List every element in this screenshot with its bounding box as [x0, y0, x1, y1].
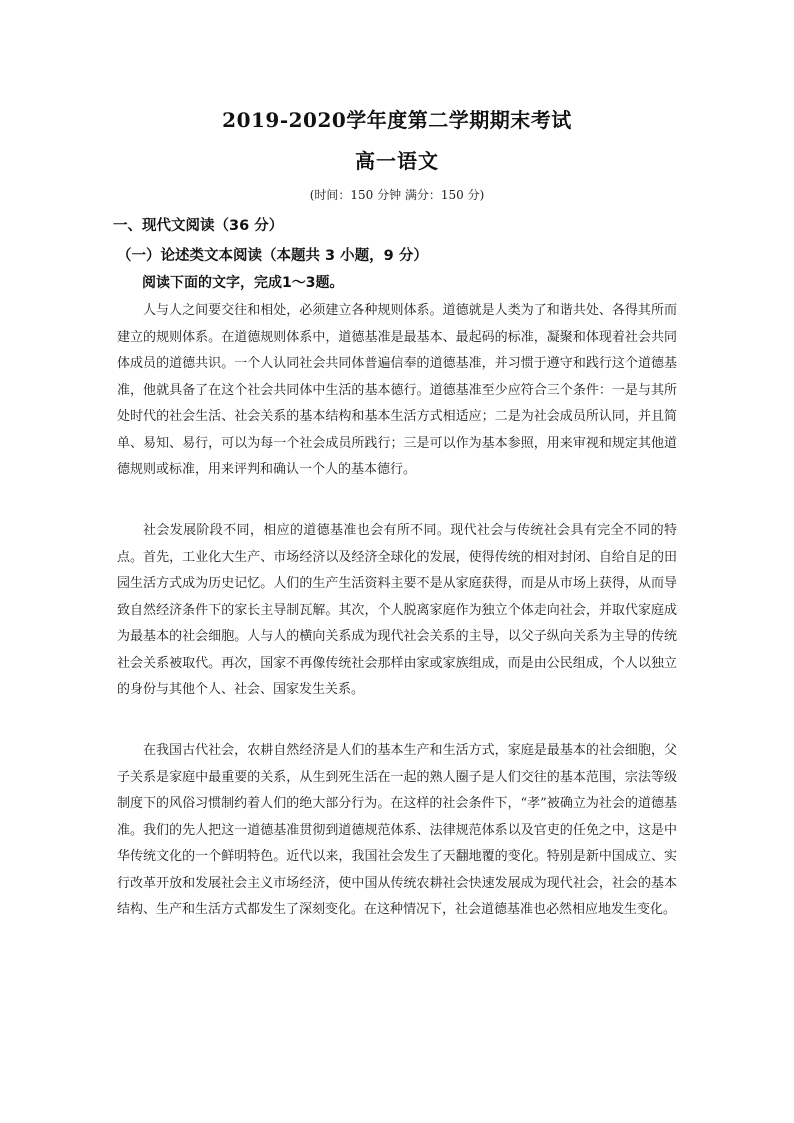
paragraph-2: 社会发展阶段不同，相应的道德基准也会有所不同。现代社会与传统社会具有完全不同的特点。首先，工业化大生产、市场经济以及经济全球化的发展，使得传统的相对封闭、自给自足的田园生活方式成为历史记忆。人们的生产生活资料主要不是从家庭获得，而是从市场上获得，从而导致自然经济条件下的家长主导制瓦解。其次，个人脱离家庭作为独立个体走向社会，并取代家庭成为最基本的社会细胞。人与人的横向关系成为现代社会关系的主导，以父子纵向关系为主导的传统社会关系被取代。再次，国家不再像传统社会那样由家或家族组成，而是由公民组成，个人以独立的身份与其他个人、社会、国家发生关系。 [117, 523, 677, 697]
paragraph-3: 在我国古代社会，农耕自然经济是人们的基本生产和生活方式，家庭是最基本的社会细胞，父子关系是家庭中最重要的关系，从生到死生活在一起的熟人圈子是人们交往的基本范围，宗法等级制度下的风俗习惯制约着人们的绝大部分行为。在这样的社会条件下，“孝”被确立为社会的道德基准。我们的先人把这一道德基准贯彻到道德规范体系、法律规范体系以及官吏的任免之中，这是中华传统文化的一个鲜明特色。近代以来，我国社会发生了天翻地覆的变化。特别是新中国成立、实行改革开放和发展社会主义市场经济，使中国从传统农耕社会快速发展成为现代社会，社会的基本结构、生产和生活方式都发生了深刻变化。在这种情况下，社会道德基准也必然相应地发生变化。 [117, 743, 677, 917]
exam-title: 2019-2020学年度第二学期期末考试 [222, 108, 572, 132]
reading-instruction: 阅读下面的文字，完成1～3题。 [142, 275, 344, 291]
section-heading-main: 一、现代文阅读（36 分） [113, 218, 284, 234]
section-heading-sub: （一）论述类文本阅读（本题共 3 小题，9 分） [117, 248, 428, 264]
exam-meta: (时间：150 分钟 满分：150 分) [309, 188, 485, 202]
paragraph-1: 人与人之间要交往和相处，必须建立各种规则体系。道德就是人类为了和谐共处、各得其所而建立的规则体系。在道德规则体系中，道德基准是最基本、最起码的标准，凝聚和体现着社会共同体成员的道德共识。一个人认同社会共同体普遍信奉的道德基准，并习惯于遵守和践行这个道德基准，他就具备了在这个社会共同体中生活的基本德行。道德基准至少应符合三个条件：一是与其所处时代的社会生活、社会关系的基本结构和基本生活方式相适应；二是为社会成员所认同，并且简单、易知、易行，可以为每一个社会成员所践行；三是可以作为基本参照，用来审视和规定其他道德规则或标准，用来评判和确认一个人的基本德行。 [117, 303, 677, 477]
subject-title: 高一语文 [355, 149, 439, 173]
